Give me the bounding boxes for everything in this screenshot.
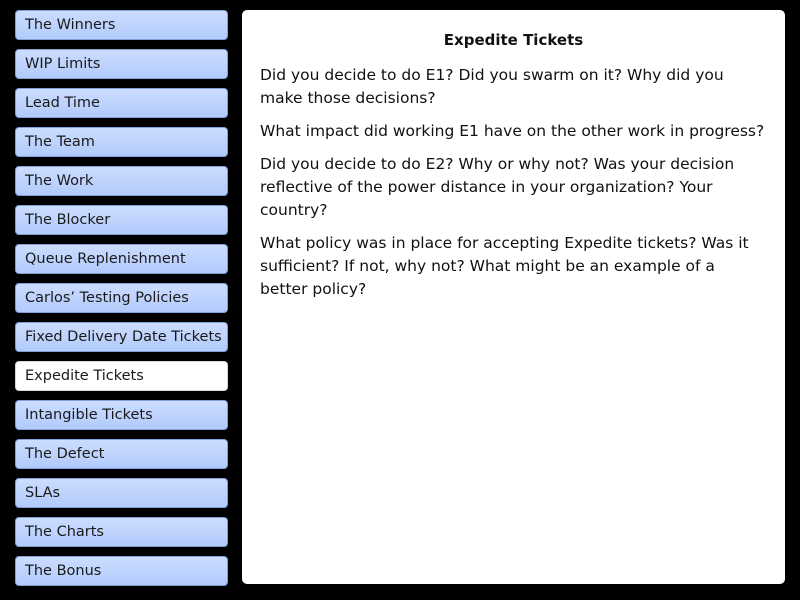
sidebar-item-slas[interactable]: SLAs: [15, 478, 228, 508]
sidebar-item-the-defect[interactable]: The Defect: [15, 439, 228, 469]
sidebar-item-intangible-tickets[interactable]: Intangible Tickets: [15, 400, 228, 430]
sidebar-item-wip-limits[interactable]: WIP Limits: [15, 49, 228, 79]
sidebar-item-the-work[interactable]: The Work: [15, 166, 228, 196]
sidebar-item-lead-time[interactable]: Lead Time: [15, 88, 228, 118]
question-paragraph-1: Did you decide to do E1? Did you swarm on it? Why did you make those decisions?: [260, 66, 724, 107]
sidebar-item-queue-replenishment[interactable]: Queue Replenishment: [15, 244, 228, 274]
sidebar-item-the-winners[interactable]: The Winners: [15, 10, 228, 40]
sidebar-item-expedite-tickets[interactable]: Expedite Tickets: [15, 361, 228, 391]
sidebar-item-the-charts[interactable]: The Charts: [15, 517, 228, 547]
sidebar-item-the-blocker[interactable]: The Blocker: [15, 205, 228, 235]
content-panel: [242, 10, 785, 584]
sidebar-item-fixed-delivery-date-tickets[interactable]: Fixed Delivery Date Tickets: [15, 322, 228, 352]
sidebar-item-the-team[interactable]: The Team: [15, 127, 228, 157]
page-title: Expedite Tickets: [443, 31, 584, 49]
sidebar-nav: [15, 10, 228, 595]
sidebar-item-carlos-testing-policies[interactable]: Carlos’ Testing Policies: [15, 283, 228, 313]
question-paragraph-3: Did you decide to do E2? Why or why not? Was your decision reflective of the power distance in your organization? Your country?: [260, 155, 735, 219]
sidebar-item-the-bonus[interactable]: The Bonus: [15, 556, 228, 586]
question-paragraph-2: What impact did working E1 have on the other work in progress?: [260, 122, 765, 140]
question-paragraph-4: What policy was in place for accepting Expedite tickets? Was it sufficient? If not, why not? What might be an example of a better policy?: [260, 234, 749, 298]
